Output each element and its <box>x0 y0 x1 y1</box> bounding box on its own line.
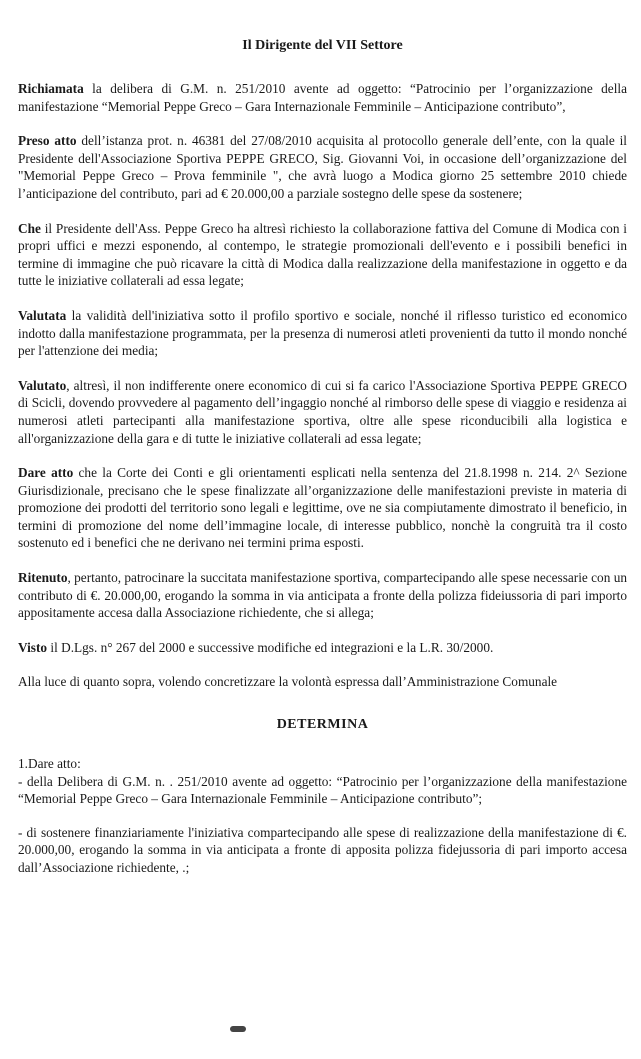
paragraph-lead: Preso atto <box>18 133 77 149</box>
paragraph-lead: Ritenuto <box>18 570 68 586</box>
page-mark <box>230 1026 246 1032</box>
premises-section <box>18 80 627 691</box>
paragraph-text: , altresì, il non indifferente onere economico di cui si fa carico l'Associazione Sportiva PEPPE GRECO di Scicli, dovendo provvedere al pagamento dell’ingaggio nonché al rimborso delle spese di viaggio e residenza ai numerosi atleti partecipanti alla manifestazione sportiva, oltre alle spese riconducibili alla logistica e all'organizzazione della gara e di tutte le iniziative collaterali ad essa legate; <box>18 377 627 446</box>
paragraph <box>18 132 627 202</box>
paragraph <box>18 377 627 447</box>
paragraph-lead: Valutato <box>18 377 67 393</box>
list-item: - di sostenere finanziariamente l'iniziativa compartecipando alle spese di realizzazione della manifestazione di €. 20.000,00, erogando la somma in via anticipata a fronte di apposita polizza fidejussoria di pari importo accesa dall’Associazione richiedente, .; <box>18 824 627 875</box>
paragraph-text: il D.Lgs. n° 267 del 2000 e successive modifiche ed integrazioni e la L.R. 30/2000. <box>47 639 494 655</box>
paragraph <box>18 569 627 622</box>
paragraph <box>18 464 627 552</box>
item-heading: 1.Dare atto: <box>18 756 81 772</box>
paragraph-text: , pertanto, patrocinare la succitata manifestazione sportiva, compartecipando alle spese necessarie con un contributo di €. 20.000,00, erogando la somma in via anticipata a fronte della polizza fideiussoria di pari importo appositamente accesa dalla Associazione richiedente, che si allega; <box>18 570 627 621</box>
paragraph <box>18 80 627 115</box>
paragraph <box>18 307 627 360</box>
paragraph-text: la validità dell'iniziativa sotto il profilo sportivo e sociale, nonché il riflesso turistico ed economico indotto dalla manifestazione programmata, per la presenza di numerosi atleti provenienti da tutto il mondo nonché per l'attenzione dei media; <box>18 307 627 359</box>
paragraph <box>18 673 627 691</box>
paragraph-lead: Valutata <box>18 307 67 323</box>
paragraph-text: il Presidente dell'Ass. Peppe Greco ha altresì richiesto la collaborazione fattiva del Comune di Modica con i propri uffici e mezzi esponendo, al contempo, le strategie promozionali dell'evento e i possibili benefici in termine di immagine che può ricavare la città di Modica dalla realizzazione della manifestazione in oggetto e da tutte le iniziative collaterali ad essa legate; <box>18 220 627 289</box>
paragraph-text: che la Corte dei Conti e gli orientamenti esplicati nella sentenza del 21.8.1998 n. 214. 2^ Sezione Giurisdizionale, precisano che le spese finalizzate all’organizzazione delle manifestazioni previste in materia di promozione dei prodotti del territorio sono legali e legittime, ove ne sia compiutamente dimostrato il beneficio, in termini di promozione del nome dell’immagine locale, di interesse pubblico, nonchè la congruità tra il costo sostenuto ed i benefici che ne derivano nei termini prima esposti. <box>18 465 627 551</box>
paragraph <box>18 639 627 657</box>
paragraph-lead: Visto <box>18 639 48 655</box>
paragraph <box>18 220 627 290</box>
paragraph-text: Alla luce di quanto sopra, volendo concretizzare la volontà espressa dall’Amministrazione Comunale <box>18 674 558 690</box>
paragraph-text: dell’istanza prot. n. 46381 del 27/08/2010 acquisita al protocollo generale dell’ente, con la quale il Presidente dell'Associazione Sportiva PEPPE GRECO, Sig. Giovanni Voi, in occasione dell’organizzazione del "Memorial Peppe Greco – Prova femminile ", che avrà luogo a Modica giorno 25 settembre 2010 chiede l’anticipazione del contributo, pari ad € 20.000,00 a parziale sostegno delle spese da sostenere; <box>18 133 627 201</box>
document-heading: Il Dirigente del VII Settore <box>242 38 403 53</box>
determina-heading: DETERMINA <box>276 717 369 733</box>
list-item: - della Delibera di G.M. n. . 251/2010 avente ad oggetto: “Patrocinio per l’organizzazione della manifestazione “Memorial Peppe Greco – Gara Internazionale Femminile – Anticipazione contributo”; <box>18 773 627 807</box>
paragraph-text: la delibera di G.M. n. 251/2010 avente ad oggetto: “Patrocinio per l’organizzazione della manifestazione “Memorial Peppe Greco – Gara Internazionale Femminile – Anticipazione contributo”, <box>18 81 627 114</box>
paragraph-lead: Richiamata <box>18 81 84 96</box>
paragraph-lead: Dare atto <box>18 465 74 481</box>
paragraph-lead: Che <box>18 220 41 236</box>
